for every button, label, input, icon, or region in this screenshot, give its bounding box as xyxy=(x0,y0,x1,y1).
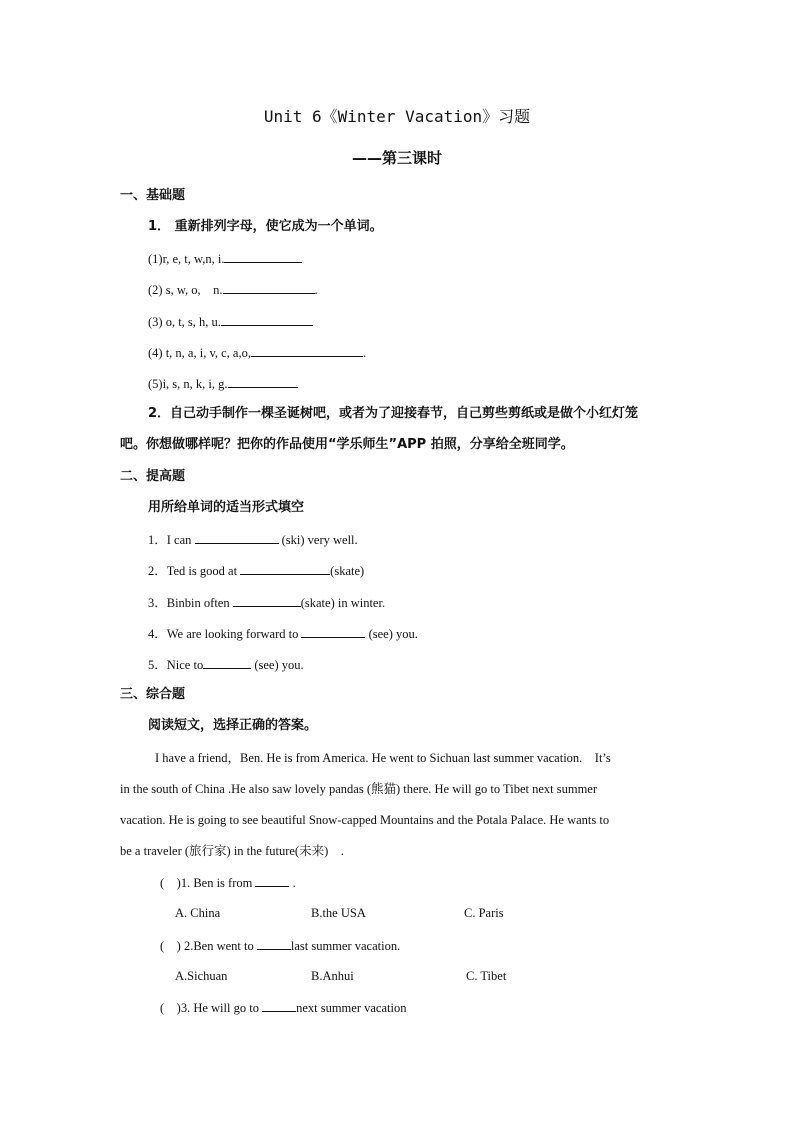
section2-instruction: 用所给单词的适当形式填空 xyxy=(148,500,305,515)
option-c[interactable]: C. Tibet xyxy=(466,969,507,983)
option-b[interactable]: B.the USA xyxy=(311,906,366,920)
answer-blank[interactable] xyxy=(224,250,302,263)
answer-blank[interactable] xyxy=(251,344,363,357)
section1-q2-line2: 吧。你想做哪样呢？把你的作品使用“学乐师生”APP 拍照，分享给全班同学。 xyxy=(120,437,574,452)
section1-q2-line1: 2．自己动手制作一棵圣诞树吧，或者为了迎接春节，自己剪些剪纸或是做个小红灯笼 xyxy=(148,406,639,421)
answer-blank[interactable] xyxy=(221,313,313,326)
list-item: (2) s, w, o, n. . xyxy=(148,283,318,297)
item-text: (1)r, e, t, w,n, i. xyxy=(148,252,225,266)
question: ( ) 2.Ben went to last summer vacation. xyxy=(160,939,401,953)
section3-heading: 三、综合题 xyxy=(120,687,186,702)
item-text: (5)i, s, n, k, i, g. xyxy=(148,377,228,391)
list-item: 2．Ted is good at (skate) xyxy=(148,564,365,578)
answer-blank[interactable] xyxy=(255,874,289,887)
list-item xyxy=(148,375,298,392)
list-item: 4．We are looking forward to (see) you. xyxy=(148,627,418,641)
passage-line: in the south of China .He also saw lovely pandas (熊猫) there. He will go to Tibet next summer xyxy=(120,782,598,796)
page-subtitle: ——第三课时 xyxy=(351,149,442,167)
option-c[interactable]: C. Paris xyxy=(464,906,504,920)
section1-heading: 一、基础题 xyxy=(120,188,186,203)
list-item: 3．Binbin often (skate) in winter. xyxy=(148,596,386,610)
section1-q1: 1． 重新排列字母，使它成为一个单词。 xyxy=(148,219,383,234)
question: ( )1. Ben is from . xyxy=(160,876,296,890)
list-item: (4) t, n, a, i, v, c, a,o, . xyxy=(148,346,367,360)
section2-heading: 二、提高题 xyxy=(120,469,186,484)
section3-instruction: 阅读短文，选择正确的答案。 xyxy=(148,718,318,733)
answer-blank[interactable] xyxy=(195,531,279,544)
item-text: (3) o, t, s, h, u. xyxy=(148,315,221,329)
answer-blank[interactable] xyxy=(240,562,330,575)
answer-blank[interactable] xyxy=(301,625,365,638)
passage-line: I have a friend，Ben. He is from America. He went to Sichuan last summer vacation. It’s xyxy=(155,751,611,765)
answer-blank[interactable] xyxy=(233,594,301,607)
answer-blank[interactable] xyxy=(262,999,296,1012)
answer-blank[interactable] xyxy=(223,281,315,294)
list-item xyxy=(148,313,313,330)
question: ( )3. He will go to next summer vacation xyxy=(160,1001,407,1015)
passage-line: vacation. He is going to see beautiful Snow-capped Mountains and the Potala Palace. He wants to xyxy=(120,813,610,827)
option-a[interactable]: A. China xyxy=(175,906,221,920)
option-a[interactable]: A.Sichuan xyxy=(175,969,228,983)
answer-blank[interactable] xyxy=(228,375,298,388)
list-item: 5．Nice to (see) you. xyxy=(148,658,304,672)
page-title: Unit 6《Winter Vacation》习题 xyxy=(263,107,531,126)
item-text: (4) t, n, a, i, v, c, a,o, xyxy=(148,346,251,360)
passage-line: be a traveler (旅行家) in the future(未来) . xyxy=(120,844,344,858)
answer-blank[interactable] xyxy=(203,656,251,669)
list-item: 1．I can (ski) very well. xyxy=(148,533,358,547)
answer-blank[interactable] xyxy=(257,937,291,950)
list-item xyxy=(148,250,302,267)
item-text: (2) s, w, o, n. xyxy=(148,283,223,297)
option-b[interactable]: B.Anhui xyxy=(311,969,354,983)
